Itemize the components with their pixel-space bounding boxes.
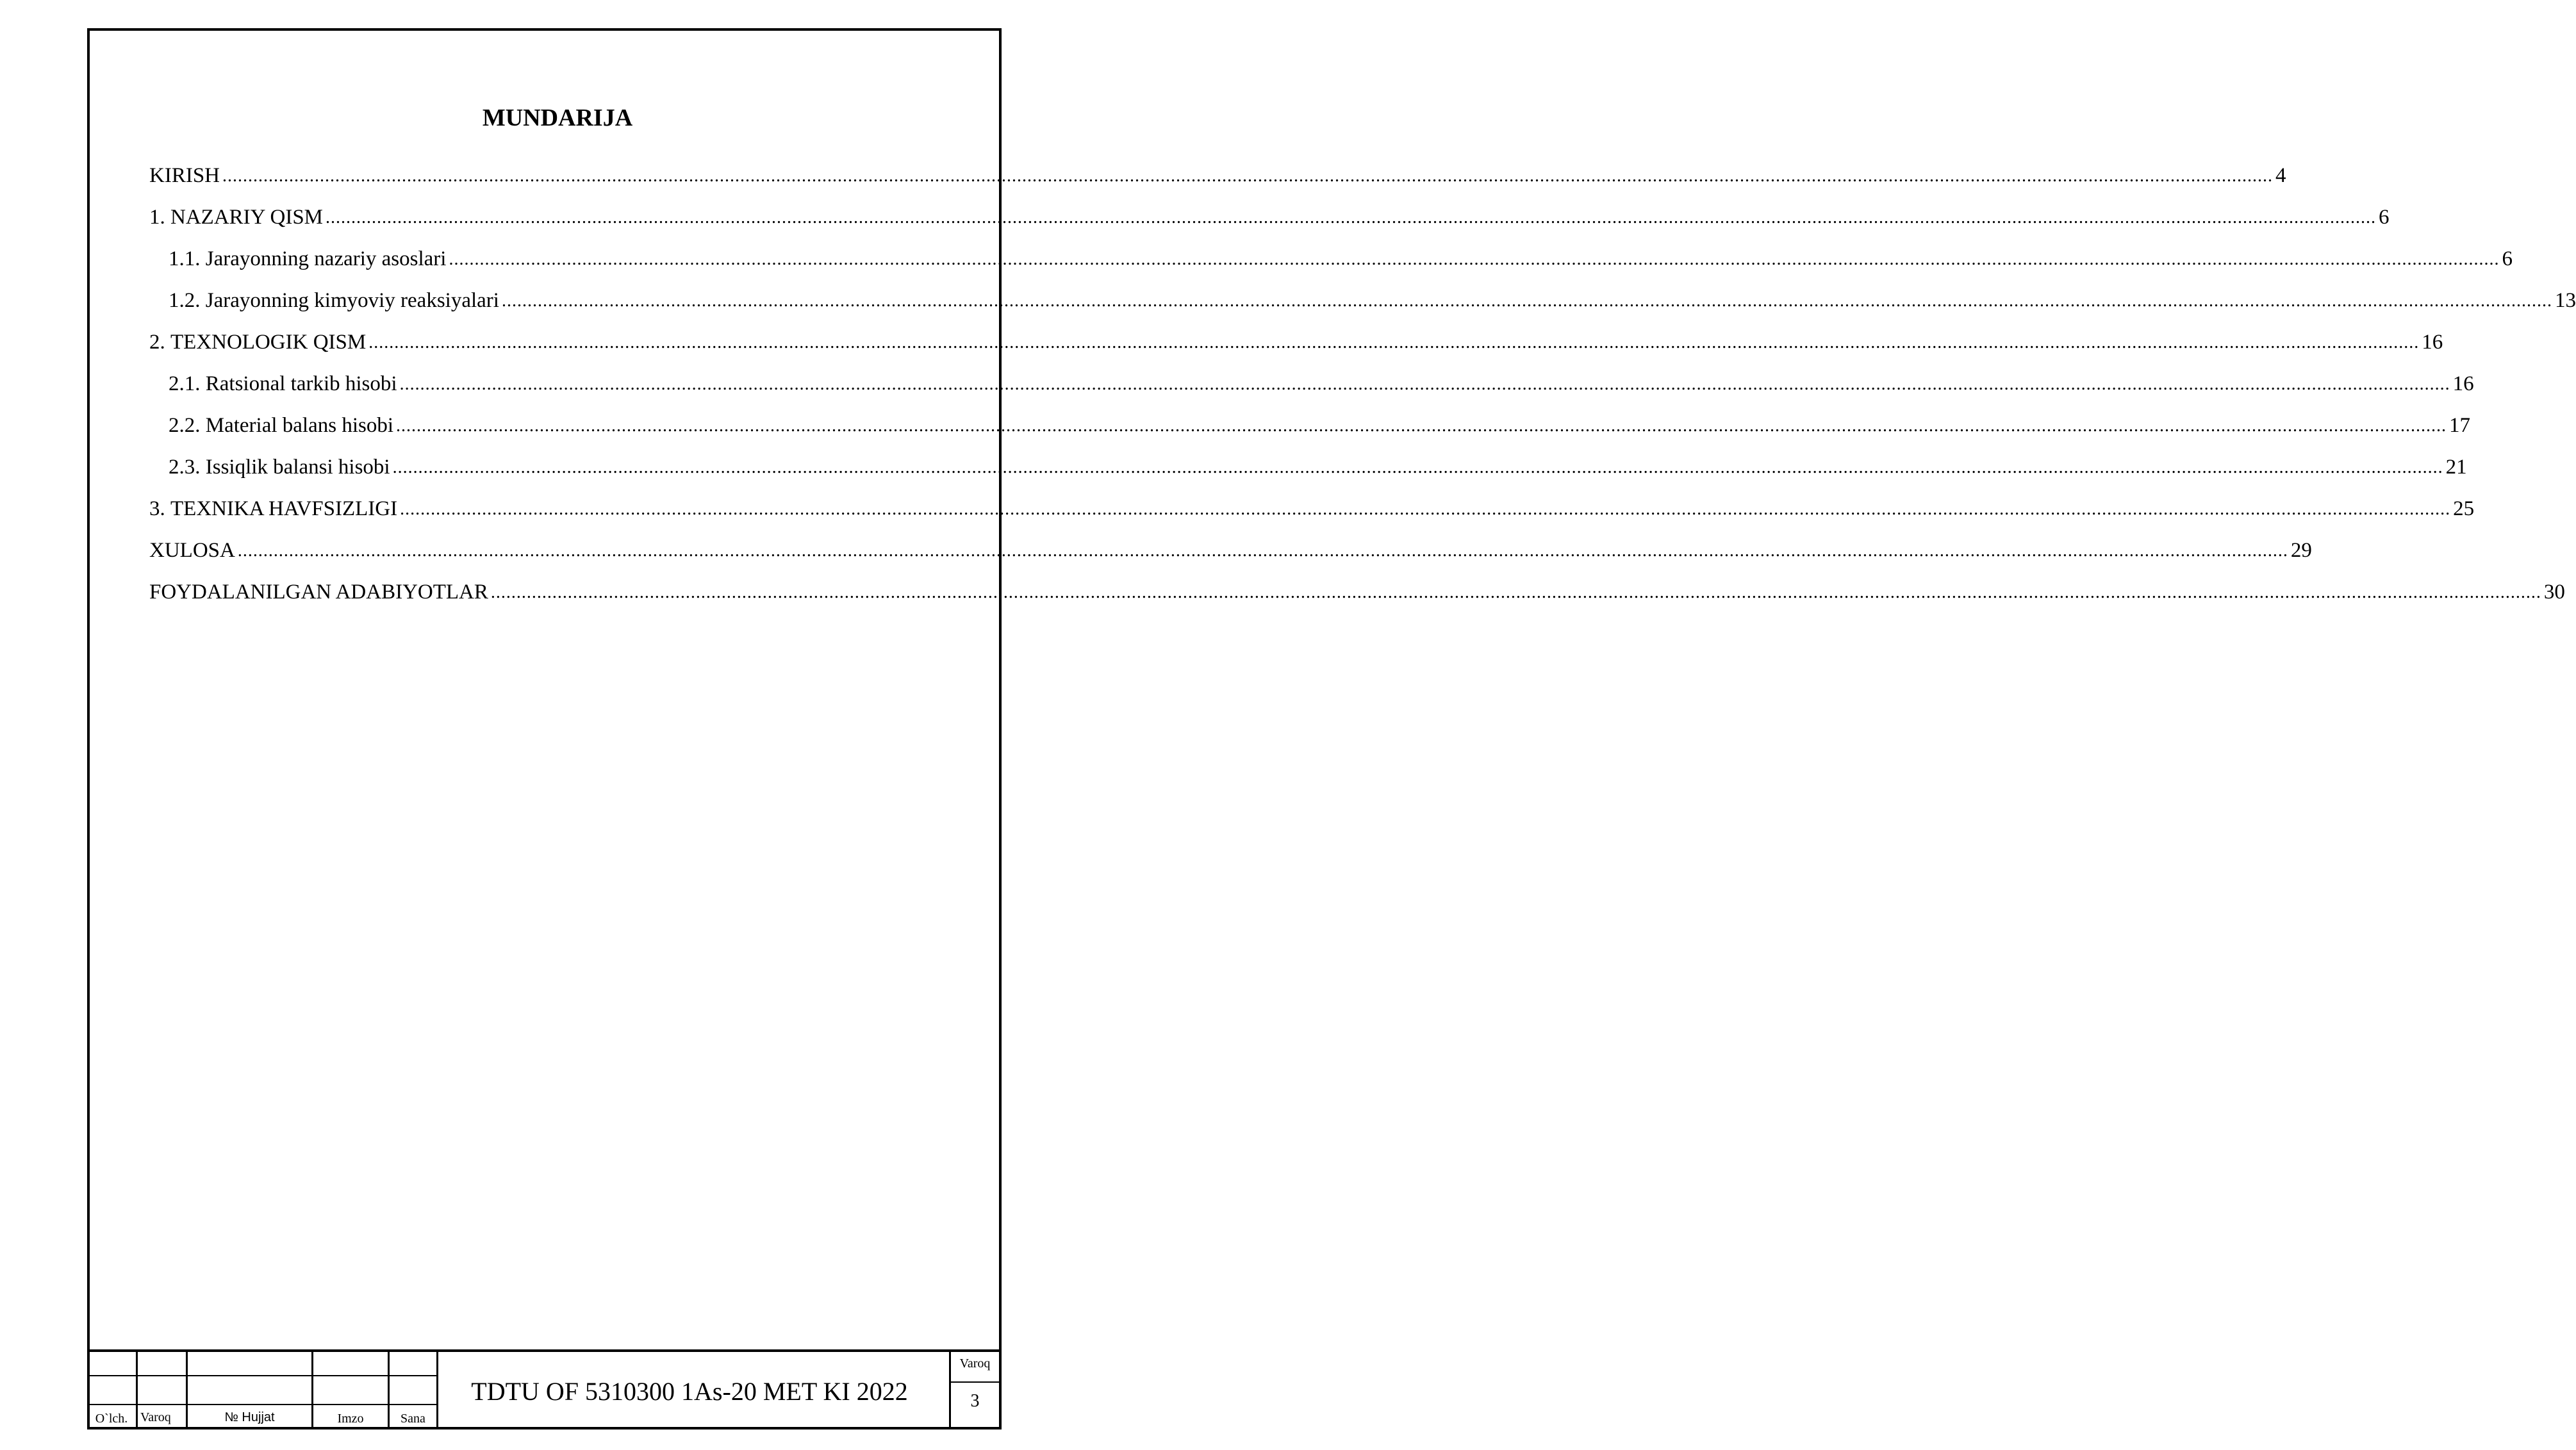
toc-entry-page: 4: [2275, 164, 2286, 187]
toc-entry: [149, 438, 2467, 480]
toc-entry-title: [149, 538, 236, 563]
toc-entry-number: 2.1.: [169, 372, 201, 395]
column-label-hujjat: № Hujjat: [224, 1410, 275, 1424]
toc-entry-number: 2.: [149, 331, 165, 354]
toc-entry: [149, 480, 2475, 522]
toc-entry-title: [169, 454, 392, 480]
toc-entry-page: 16: [2452, 372, 2474, 395]
toc-entry-page: 6: [2502, 247, 2513, 270]
title-block-row-line: [87, 1375, 436, 1376]
toc-entry-page: 13: [2554, 289, 2576, 312]
column-label-varoq: Varoq: [140, 1410, 171, 1424]
toc-leader-dots: ................................................................................................................................................................................................................................................................................................................................................................................................................: [396, 416, 2447, 436]
toc-entry-page: 16: [2422, 331, 2443, 354]
toc-entry-label: XULOSA: [149, 539, 235, 562]
toc-entry: [149, 188, 2390, 230]
toc-entry-label: NAZARIY QISM: [170, 206, 324, 229]
toc-entry-title: [169, 288, 500, 313]
document-code: TDTU OF 5310300 1As-20 MET KI 2022: [471, 1377, 908, 1406]
toc-entry-title: [169, 246, 447, 272]
toc-entry-label: KIRISH: [149, 164, 220, 187]
toc-entry-number: 3.: [149, 497, 165, 520]
toc-entry: [149, 355, 2474, 397]
toc-entry-label: FOYDALANILGAN ADABIYOTLAR: [149, 581, 488, 604]
toc-entry-number: 1.2.: [169, 289, 201, 312]
toc-entry-title: [149, 496, 399, 522]
toc-entry-number: 1.: [149, 206, 165, 229]
toc-leader-dots: ................................................................................................................................................................................................................................................................................................................................................................................................................: [222, 166, 2274, 186]
toc-entry: [149, 563, 2565, 605]
toc-entry: [149, 230, 2513, 272]
toc-entry-page: 17: [2449, 414, 2471, 437]
toc-entry-label: Jarayonning nazariy asoslari: [205, 247, 447, 270]
column-label-sana: Sana: [400, 1412, 425, 1426]
toc-leader-dots: ................................................................................................................................................................................................................................................................................................................................................................................................................: [392, 457, 2443, 477]
toc-leader-dots: ................................................................................................................................................................................................................................................................................................................................................................................................................: [399, 374, 2450, 394]
column-label-olch: O`lch.: [95, 1412, 128, 1426]
toc-entry-label: TEXNIKA HAVFSIZLIGI: [170, 497, 398, 520]
toc-leader-dots: ................................................................................................................................................................................................................................................................................................................................................................................................................: [237, 541, 2288, 561]
toc-entry: [149, 397, 2471, 438]
toc-entry-page: 6: [2379, 206, 2390, 229]
toc-entry-label: Material balans hisobi: [205, 414, 394, 437]
toc-entry-page: 29: [2290, 539, 2312, 562]
toc-entry-number: 2.3.: [169, 456, 201, 479]
toc-entry: [149, 522, 2312, 563]
title-block: [87, 1349, 1002, 1429]
toc-entry-label: Issiqlik balansi hisobi: [205, 456, 390, 479]
table-of-contents: [149, 147, 2576, 605]
toc-entry-number: 2.2.: [169, 414, 201, 437]
toc-entry-page: 25: [2453, 497, 2475, 520]
toc-entry-page: 30: [2543, 581, 2565, 604]
toc-entry-title: [149, 204, 324, 230]
toc-entry: [149, 313, 2443, 355]
toc-entry-title: [149, 329, 367, 355]
sheet-label: Varoq: [959, 1356, 991, 1371]
toc-entry: [149, 147, 2286, 188]
toc-leader-dots: ................................................................................................................................................................................................................................................................................................................................................................................................................: [400, 499, 2451, 519]
toc-leader-dots: ................................................................................................................................................................................................................................................................................................................................................................................................................: [490, 582, 2541, 602]
toc-entry-title: [149, 579, 490, 605]
toc-entry-label: Jarayonning kimyoviy reaksiyalari: [205, 289, 499, 312]
toc-leader-dots: ................................................................................................................................................................................................................................................................................................................................................................................................................: [449, 249, 2500, 269]
toc-leader-dots: ................................................................................................................................................................................................................................................................................................................................................................................................................: [368, 333, 2420, 352]
toc-entry-label: TEXNOLOGIK QISM: [170, 331, 367, 354]
toc-leader-dots: ................................................................................................................................................................................................................................................................................................................................................................................................................: [326, 208, 2377, 227]
toc-entry-title: [149, 163, 221, 188]
column-label-imzo: Imzo: [337, 1412, 364, 1426]
title-block-row-line: [949, 1381, 1002, 1383]
toc-entry: [149, 272, 2576, 313]
toc-entry-number: 1.1.: [169, 247, 201, 270]
toc-entry-label: Ratsional tarkib hisobi: [205, 372, 397, 395]
toc-leader-dots: ................................................................................................................................................................................................................................................................................................................................................................................................................: [501, 291, 2552, 311]
toc-entry-title: [169, 371, 399, 397]
sheet-number: 3: [970, 1391, 980, 1411]
toc-entry-title: [169, 413, 395, 438]
toc-entry-page: 21: [2445, 456, 2467, 479]
title-block-row-line: [87, 1404, 436, 1405]
toc-heading: MUNDARIJA: [482, 104, 633, 131]
